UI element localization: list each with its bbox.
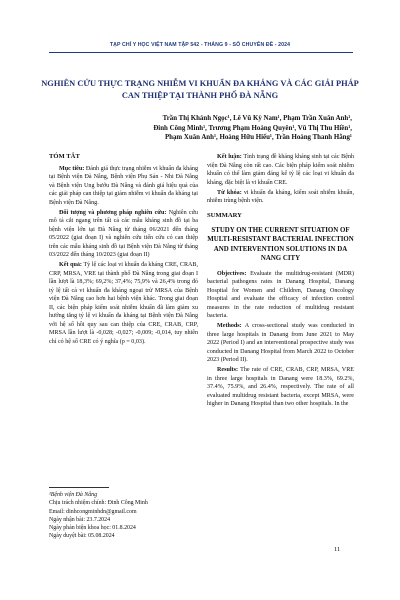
header-divider — [49, 52, 353, 53]
results-en-paragraph — [207, 366, 354, 409]
keywords-label: Từ khóa: — [217, 189, 242, 196]
authors-line: Trần Thị Khánh Ngọc¹, Lê Vũ Kỳ Nam¹, Phạm Trần Xuân Anh¹, — [162, 115, 352, 122]
results-paragraph — [49, 261, 198, 346]
keywords-paragraph — [207, 189, 354, 206]
authors-line: Phạm Xuân Anh¹, Hoàng Hữu Hiếu¹, Trần Hoàng Thanh Hằng¹ — [164, 134, 352, 142]
footnote-divider — [49, 487, 109, 488]
journal-header: TẠP CHÍ Y HỌC VIỆT NAM TẬP 542 - THÁNG 9 - SỐ CHUYÊN ĐỀ - 2024 — [109, 42, 291, 48]
right-column — [207, 153, 354, 410]
methods-en-paragraph — [207, 322, 354, 365]
review-date: Ngày phản biện khoa học: 01.8.2024 — [49, 525, 136, 532]
left-column — [49, 153, 198, 348]
methods-text: Nghiên cứu mô tả cắt ngang trên tất cả các mẫu kháng sinh đồ tại ba bệnh viện lớn tại Đà Nẵng từ tháng 06/2021 đến tháng 05/2022 (giai đoạn I) và nghiên cứu tiến cứu có can thiệp trên các mẫu kháng sinh đồ tại Bệnh viện Đà Nẵng từ tháng 03/2022 đến tháng 10/2023 (giai đoạn II) — [49, 209, 198, 258]
english-title: STUDY ON THE CURRENT SITUATION OF MULTI-RESISTANT BACTERIAL INFECTION AND INTERVENTION SOLUTIONS IN DA NANG CITY — [207, 227, 354, 263]
conclusion-text: Tình trạng đề kháng kháng sinh tại các Bệnh viện Đà Nẵng còn rất cao. Các biện pháp kiểm soát nhiễm khuẩn có thể làm giảm đáng kể tỷ lệ các loại vi khuẩn đa kháng, đặc biệt là vi khuẩn CRE. — [207, 154, 354, 186]
summary-vi-heading: TÓM TẮT — [49, 153, 80, 160]
page-number: 11 — [334, 546, 341, 553]
authors-line: Đinh Công Minh¹, Trương Phạm Hoàng Quyên¹, Vũ Thị Thu Hiền¹, — [153, 124, 352, 132]
conclusion-label: Kết luận: — [217, 154, 242, 160]
methods-en-label: Methods: — [217, 323, 242, 330]
methods-paragraph — [49, 209, 198, 260]
keywords-text: vi khuẩn đa kháng, kiểm soát nhiễm khuẩn, nhiễm trùng bệnh viện. — [207, 189, 354, 204]
objective-label: Mục tiêu: — [59, 165, 85, 172]
results-label: Kết quả: — [59, 262, 82, 268]
objectives-en-paragraph — [207, 270, 354, 321]
objectives-en-label: Objectives: — [217, 270, 247, 277]
results-text: Tỷ lệ các loại vi khuẩn đa kháng CRE, CRAB, CRP, MRSA, VRE tại thành phố Đà Nẵng trong giai đoạn I lần lượt là 18,3%; 69,2%; 37,4%; 75,9% và 26,4% trong đó tỷ lệ tất cả vi khuẩn đa kháng ngoại trừ MRSA của Bệnh viện Đà Nẵng cao hơn hai bệnh viện khác. Trong giai đoạn II, các biện pháp kiểm soát nhiễm khuẩn đã làm giảm xu hướng tăng tỷ lệ vi khuẩn đa kháng tại Bệnh viện Đà Nẵng với hệ số hồi quy sau can thiệp của CRE, CRAB, CRP, MRSA lần lượt là -0,028; -0,027; -0,009; -0,014, tuy nhiên chỉ có hệ số CRE có ý nghĩa (p = 0,03). — [49, 262, 199, 345]
methods-en-text: A cross-sectional study was conducted in three large hospitals in Danang from June 2021 to May 2022 (Period I) and an interventional prospective study was conducted in Danang Hospital from March 2022 to October 2023 (Period II). — [207, 323, 355, 364]
objective-paragraph — [49, 165, 198, 208]
received-date: Ngày nhận bài: 23.7.2024 — [49, 516, 111, 523]
corresponding-author: Chịu trách nhiệm chính: Đinh Công Minh — [49, 500, 148, 507]
results-en-text: The rate of CRE, CRAB, CRP, MRSA, VRE in three large hospitals in Danang were 18.3%, 69.2%, 37.4%, 75.9%, and 26.4%, respectively. The rate of all evaluated multidrug resistant bacteria, except MRSA, were higher in Danang Hospital than two other hospitals. In the — [207, 367, 354, 408]
conclusion-paragraph — [207, 153, 354, 187]
objective-text: Đánh giá thực trạng nhiễm vi khuẩn đa kháng tại Bệnh viện Đà Nẵng, Bệnh viện Phụ Sản - Nhi Đà Nẵng và Bệnh viện Ung bướu Đà Nẵng và đánh giá hiệu quả của các giải pháp can thiệp tại giảm nhiễm vi khuẩn đa kháng tại Bệnh viện Đà Nẵng. — [49, 165, 198, 206]
summary-en-heading: SUMMARY — [207, 211, 242, 219]
affiliation-note: ¹Bệnh viện Đà Nẵng — [49, 492, 98, 498]
article-title: NGHIÊN CỨU THỰC TRẠNG NHIỄM VI KHUẨN ĐA KHÁNG VÀ CÁC GIẢI PHÁP CAN THIỆP TẠI THÀNH PHỐ ĐÀ NẴNG — [41, 79, 359, 100]
footnotes — [49, 491, 199, 541]
author-list — [60, 114, 352, 143]
email-note: Email: dinhcongminhdn@gmail.com — [49, 508, 137, 515]
objectives-en-text: Evaluate the multidrug-resistant (MDR) bacterial pathogens rates in Danang Hospital, Danang Hospital for Women and Children, Danang Oncology Hospital and evaluate the efficacy of infection control measures in the rate reduction of multidrug resistant bacteria. — [207, 270, 354, 320]
accepted-date: Ngày duyệt bài: 05.08.2024 — [49, 533, 115, 540]
results-en-label: Results: — [217, 367, 238, 374]
methods-label: Đối tượng và phương pháp nghiên cứu: — [59, 209, 167, 216]
